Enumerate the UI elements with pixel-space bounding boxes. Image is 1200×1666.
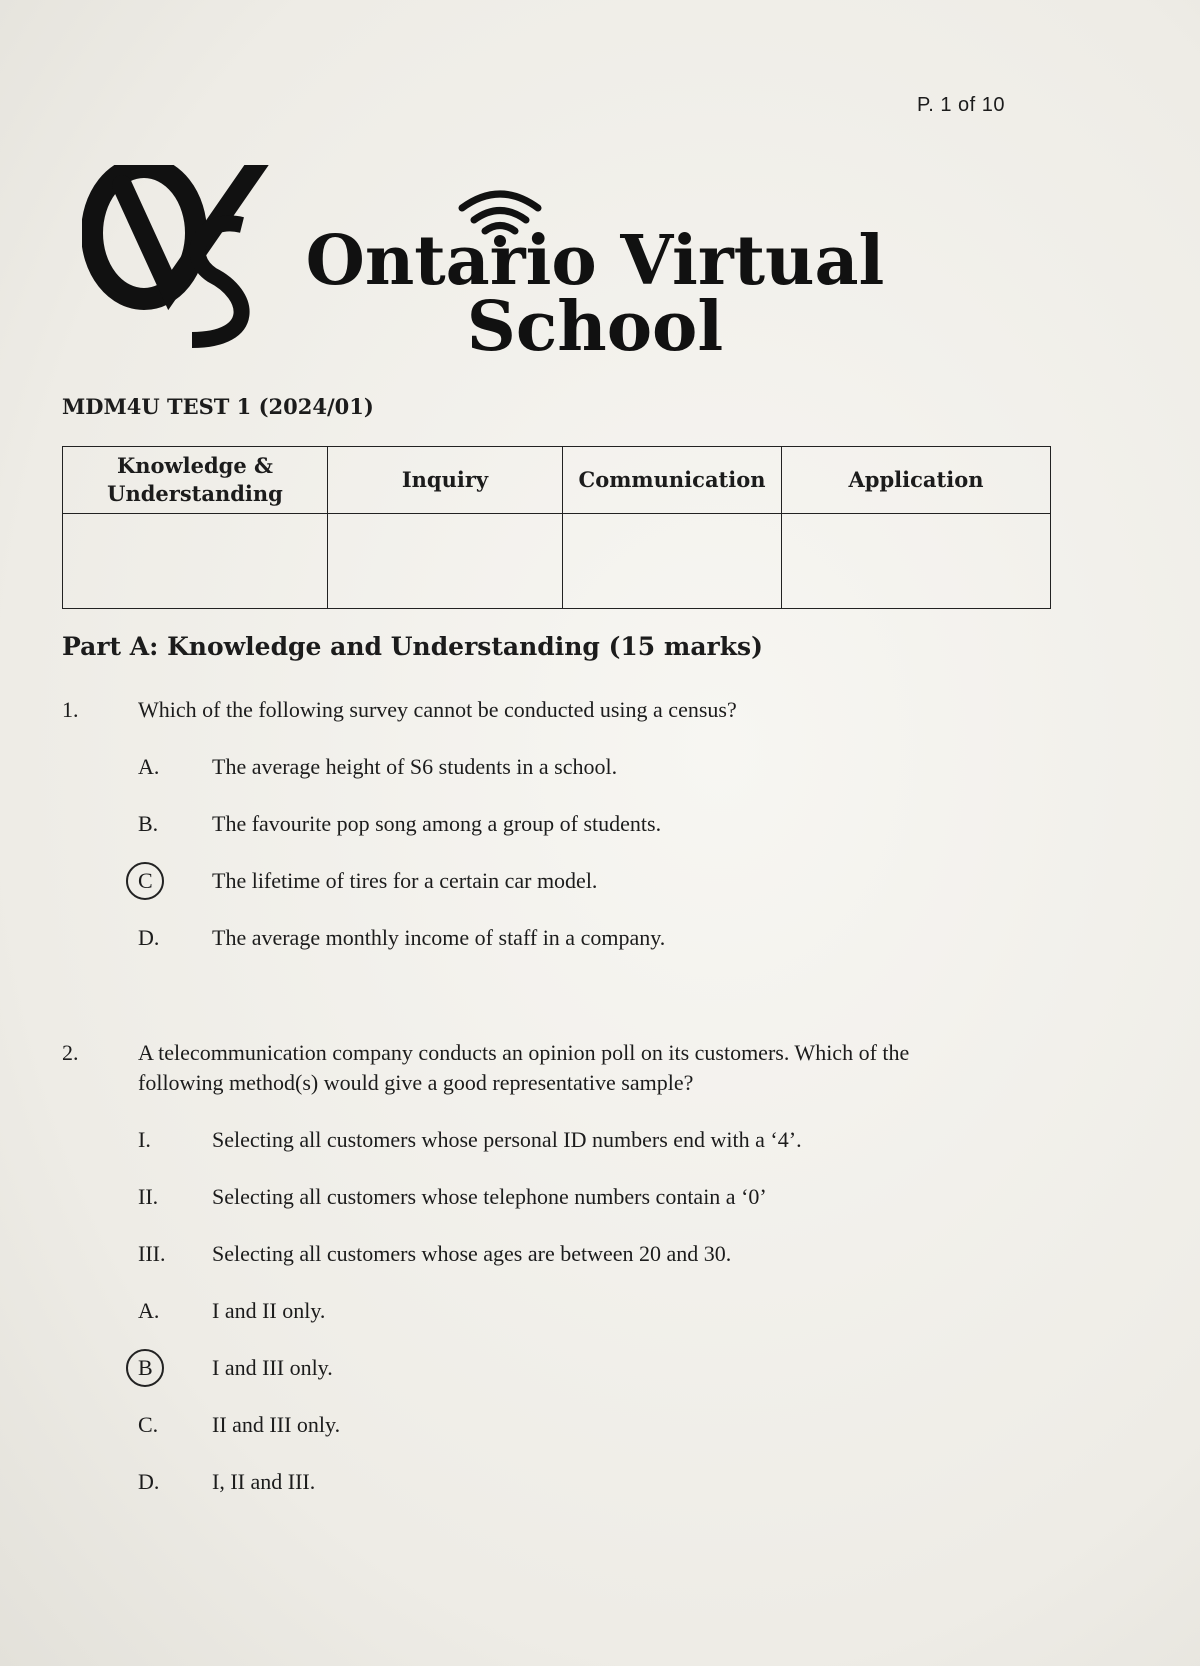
header-inquiry: Inquiry — [328, 447, 563, 514]
option-letter: B — [138, 1355, 153, 1380]
statement-text: Selecting all customers whose personal ID numbers end with a ‘4’. — [212, 1127, 802, 1152]
statement-text: Selecting all customers whose ages are between 20 and 30. — [212, 1241, 732, 1266]
option-text: The average monthly income of staff in a company. — [212, 925, 666, 950]
score-communication[interactable] — [563, 514, 782, 609]
option-text: I and II only. — [212, 1298, 326, 1323]
option-letter: C — [138, 868, 153, 893]
option-letter: D. — [138, 925, 160, 950]
option-letter: C. — [138, 1412, 159, 1437]
header-application: Application — [782, 447, 1051, 514]
statement-text: Selecting all customers whose telephone numbers contain a ‘0’ — [212, 1184, 767, 1209]
statement-numeral: III. — [138, 1241, 166, 1266]
option-text: I and III only. — [212, 1355, 333, 1380]
option-text: The favourite pop song among a group of students. — [212, 811, 662, 836]
option-text: The lifetime of tires for a certain car model. — [212, 868, 598, 893]
option-text: II and III only. — [212, 1412, 341, 1437]
question-number: 1. — [62, 697, 79, 722]
marks-table — [62, 446, 1051, 609]
score-application[interactable] — [782, 514, 1051, 609]
question-number: 2. — [62, 1040, 79, 1065]
option-letter: D. — [138, 1469, 160, 1494]
option-text: The average height of S6 students in a school. — [212, 754, 618, 779]
option-letter: A. — [138, 1298, 160, 1323]
header-knowledge: Knowledge & Understanding — [63, 447, 328, 514]
option-letter: A. — [138, 754, 160, 779]
test-title: MDM4U TEST 1 (2024/01) — [62, 394, 374, 419]
statement-numeral: II. — [138, 1184, 159, 1209]
question-stem: Which of the following survey cannot be conducted using a census? — [138, 697, 737, 722]
school-name-line2: School — [466, 287, 724, 367]
statement-numeral: I. — [138, 1127, 151, 1152]
score-inquiry[interactable] — [328, 514, 563, 609]
page-number: P. 1 of 10 — [917, 94, 1006, 116]
question-stem: A telecommunication company conducts an opinion poll on its customers. Which of the following method(s) would give a good representative sample? — [138, 1040, 910, 1095]
part-a-title: Part A: Knowledge and Understanding (15 marks) — [62, 632, 763, 661]
header-communication: Communication — [563, 447, 782, 514]
school-name — [300, 221, 890, 367]
option-letter: B. — [138, 811, 159, 836]
school-name-line1: Ontario Virtual — [305, 221, 885, 301]
option-text: I, II and III. — [212, 1469, 316, 1494]
score-knowledge[interactable] — [63, 514, 328, 609]
